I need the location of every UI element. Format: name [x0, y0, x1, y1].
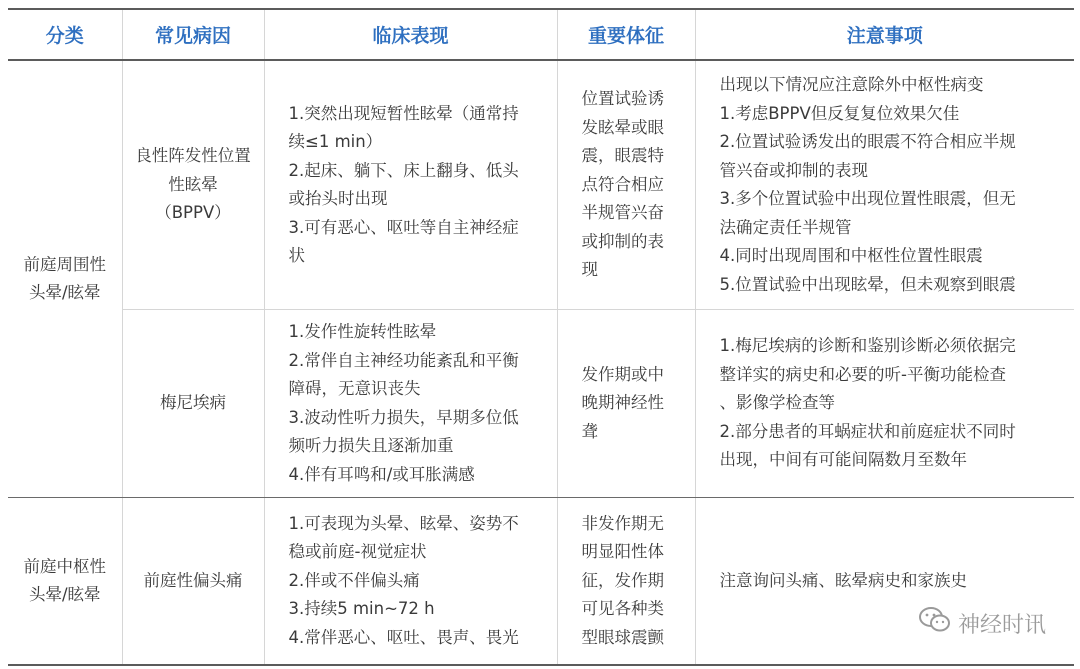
cell-line: 聋: [581, 421, 598, 441]
cell-line: 前庭周围性: [23, 254, 106, 274]
cell-line: 4.同时出现周围和中枢性位置性眼震: [719, 246, 983, 265]
cell-line: 或抑制的表: [581, 231, 664, 251]
cell-line: 5.位置试验中出现眩晕，但未观察到眼震: [719, 274, 1016, 294]
cell-line: 前庭中枢性: [23, 556, 106, 576]
category-cell: [8, 60, 122, 498]
cell-line: 2.起床、躺下、床上翻身、低头: [288, 160, 519, 180]
cell-line: 位置试验诱: [581, 89, 664, 109]
table-row: [8, 60, 1074, 310]
cell-line: 可见各种类: [581, 599, 664, 619]
cell-line: 或抬头时出现: [288, 189, 388, 208]
cell-line: 整详实的病史和必要的听-平衡功能检查: [719, 364, 1006, 384]
cell-line: 点符合相应: [581, 174, 664, 194]
cell-line: 梅尼埃病: [160, 393, 226, 413]
clinical-cell: [264, 498, 557, 666]
clinical-cell: [264, 60, 557, 310]
cell-line: 续≤1 min）: [288, 132, 383, 151]
cell-line: 出现，中间有可能间隔数月至数年: [719, 450, 967, 470]
cell-line: 稳或前庭-视觉症状: [288, 542, 427, 562]
cell-line: 3.波动性听力损失，早期多位低: [288, 407, 519, 427]
cell-line: 频听力损失且逐渐加重: [288, 436, 454, 455]
cell-line: 1.可表现为头晕、眩晕、姿势不: [288, 513, 519, 533]
cell-line: 法确定责任半规管: [719, 217, 852, 237]
cell-line: 3.多个位置试验中出现位置性眼震，但无: [719, 189, 1016, 208]
category-cell: [8, 498, 122, 666]
cell-line: 头晕/眩晕: [28, 585, 101, 604]
notes-cell: [695, 60, 1074, 310]
notes-cell: [695, 310, 1074, 498]
vertigo-table: [8, 8, 1074, 666]
cell-line: 良性阵发性位置: [135, 146, 251, 166]
cell-line: 、影像学检查等: [719, 393, 835, 413]
header-category: 分类: [8, 9, 122, 60]
cell-line: 头晕/眩晕: [28, 283, 101, 302]
cell-line: 前庭性偏头痛: [143, 570, 243, 590]
cell-line: 发作期或中: [581, 364, 664, 384]
table-row: [8, 498, 1074, 666]
cell-line: 2.常伴自主神经功能紊乱和平衡: [288, 350, 519, 370]
cell-line: 1.梅尼埃病的诊断和鉴别诊断必须依据完: [719, 336, 1016, 356]
cell-line: 发眩晕或眼: [581, 117, 664, 137]
cell-line: 震，眼震特: [581, 146, 664, 166]
cell-line: 2.部分患者的耳蜗症状和前庭症状不同时: [719, 421, 1016, 441]
signs-cell: [557, 60, 695, 310]
cell-line: 2.伴或不伴偏头痛: [288, 570, 420, 590]
cell-line: 4.伴有耳鸣和/或耳胀满感: [288, 464, 475, 484]
cell-line: 型眼球震颤: [581, 627, 664, 647]
header-notes: 注意事项: [695, 9, 1074, 60]
cell-line: 2.位置试验诱发出的眼震不符合相应半规: [719, 132, 1016, 151]
cell-line: 1.发作性旋转性眩晕: [288, 322, 437, 341]
cell-line: 注意询问头痛、眩晕病史和家族史: [719, 570, 967, 590]
cause-cell: [122, 310, 264, 498]
clinical-cell: [264, 310, 557, 498]
signs-cell: [557, 310, 695, 498]
cell-line: 状: [288, 246, 305, 265]
cell-line: 性眩晕: [168, 174, 218, 194]
cell-line: （BPPV）: [155, 203, 231, 223]
watermark: [918, 605, 1046, 641]
cell-line: 1.突然出现短暂性眩晕（通常持: [288, 103, 519, 123]
cell-line: 出现以下情况应注意除外中枢性病变: [719, 75, 984, 94]
cell-line: 障碍，无意识丧失: [288, 379, 421, 398]
cell-line: 现: [581, 260, 598, 280]
cause-cell: [122, 498, 264, 666]
header-cause: 常见病因: [122, 9, 264, 60]
watermark-text: 神经时讯: [957, 612, 1046, 638]
cell-line: 晚期神经性: [581, 393, 664, 413]
header-signs: 重要体征: [557, 9, 695, 60]
cell-line: 1.考虑BPPV但反复复位效果欠佳: [719, 103, 960, 123]
cell-line: 4.常伴恶心、呕吐、畏声、畏光: [288, 627, 519, 647]
cell-line: 3.可有恶心、呕吐等自主神经症: [288, 217, 519, 237]
cell-line: 征，发作期: [581, 570, 664, 590]
table-row: [8, 310, 1074, 498]
cell-line: 明显阳性体: [581, 542, 664, 562]
cell-line: 管兴奋或抑制的表现: [719, 160, 868, 180]
cell-line: 非发作期无: [581, 513, 664, 533]
cell-line: 3.持续5 min~72 h: [288, 599, 435, 619]
header-row: [8, 9, 1074, 60]
cell-line: 半规管兴奋: [581, 203, 664, 223]
wechat-icon: [918, 605, 952, 641]
header-clinical: 临床表现: [264, 9, 557, 60]
cause-cell: [122, 60, 264, 310]
signs-cell: [557, 498, 695, 666]
